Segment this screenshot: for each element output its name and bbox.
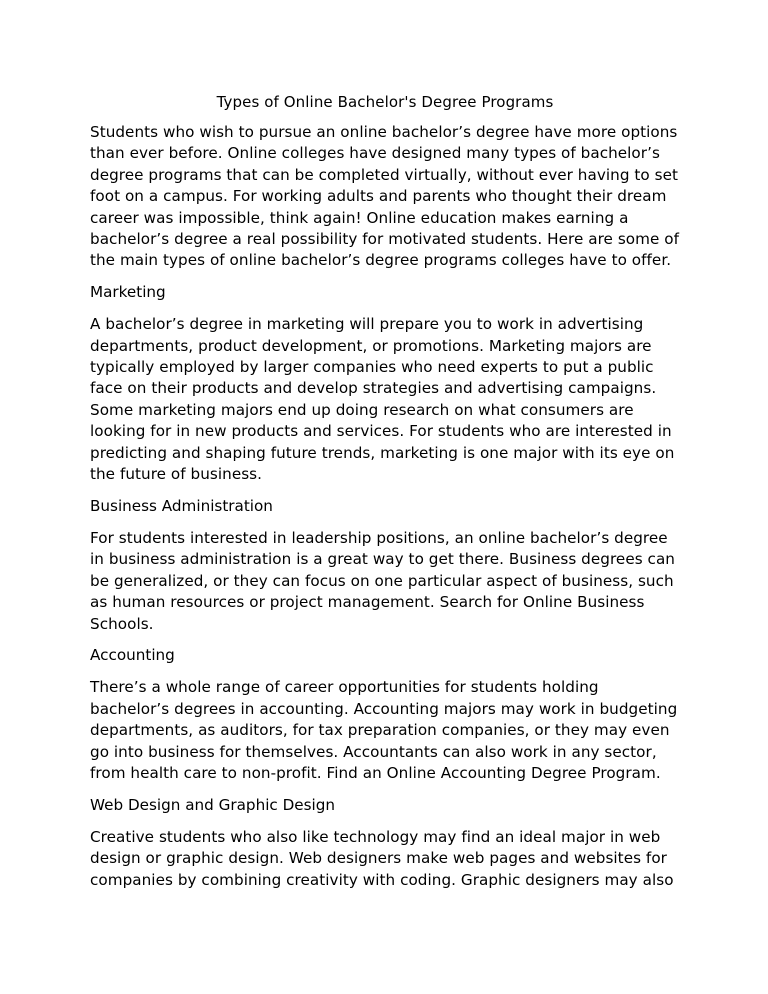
section-heading-accounting: Accounting (90, 646, 175, 665)
section-body-web-design: Creative students who also like technology may find an ideal major in web design or graphic design. Web designers make web pages and websites for companies by combining creativity with coding. Graphic designers may also (90, 827, 674, 889)
section-heading-business-administration: Business Administration (90, 497, 273, 515)
section-body-accounting: There’s a whole range of career opportunities for students holding bachelor’s degrees in accounting. Accounting majors may work in budgeting departments, as auditors, for tax preparation companies, or they may even go into business for themselves. Accountants can also work in any sector, from health care to non-profit. Find an Online Accounting Degree Program. (90, 678, 678, 782)
section-heading-web-design: Web Design and Graphic Design (90, 795, 336, 814)
section-body-business-administration: For students interested in leadership positions, an online bachelor’s degree in business administration is a great way to get there. Business degrees can be generalized, or they can focus on one particular aspect of business, such as human resources or project management. Search for Online Business Schools. (90, 528, 675, 633)
intro-paragraph: Students who wish to pursue an online bachelor’s degree have more options than ever before. Online colleges have designed many types of bachelor’s degree programs that can be completed virtually, without ever having to set foot on a campus. For working adults and parents who thought their dream career was impossible, think again! Online education makes earning a bachelor’s degree a real possibility for motivated students. Here are some of the main types of online bachelor’s degree programs colleges have to offer. (90, 123, 679, 270)
section-body-marketing: A bachelor’s degree in marketing will prepare you to work in advertising departments, product development, or promotions. Marketing majors are typically employed by larger companies who need experts to put a public face on their products and develop strategies and advertising campaigns. Some marketing majors end up doing research on what consumers are looking for in new products and services. For students who are interested in predicting and shaping future trends, marketing is one major with its eye on the future of business. (90, 315, 675, 484)
document-page (90, 92, 680, 902)
document-title: Types of Online Bachelor's Degree Programs (216, 93, 554, 111)
section-heading-marketing: Marketing (90, 283, 166, 302)
